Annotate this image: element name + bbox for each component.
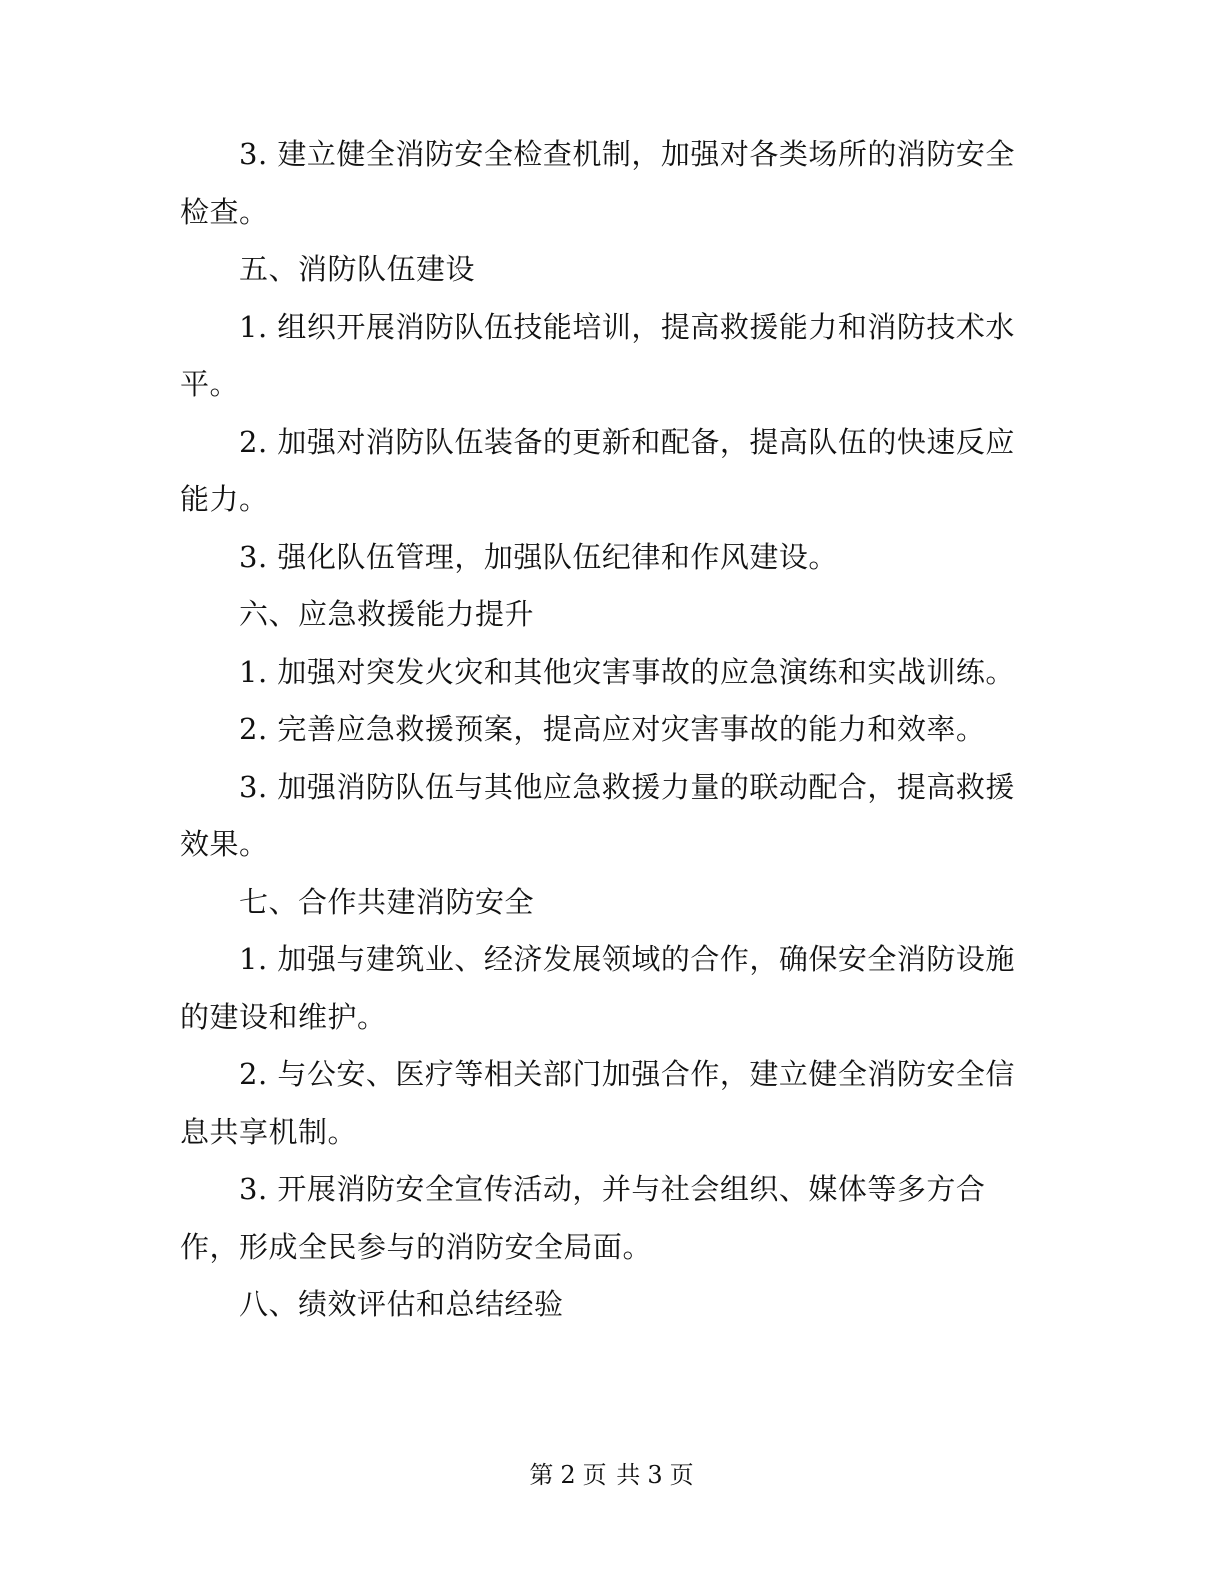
paragraph-item: 3. 加强消防队伍与其他应急救援力量的联动配合，提高救援效果。 — [180, 769, 1015, 861]
section-heading: 六、应急救援能力提升 — [239, 597, 535, 631]
paragraph-item: 2. 加强对消防队伍装备的更新和配备，提高队伍的快速反应能力。 — [180, 424, 1015, 516]
paragraph-item: 2. 与公安、医疗等相关部门加强合作，建立健全消防安全信息共享机制。 — [180, 1057, 1015, 1149]
section-heading: 八、绩效评估和总结经验 — [239, 1287, 564, 1321]
paragraph-item: 2. 完善应急救援预案，提高应对灾害事故的能力和效率。 — [239, 712, 986, 746]
paragraph-item: 1. 组织开展消防队伍技能培训，提高救援能力和消防技术水平。 — [180, 309, 1015, 401]
page-footer — [0, 1460, 1224, 1490]
total-page-count: 3 — [647, 1461, 664, 1489]
paragraph-item: 1. 加强对突发火灾和其他灾害事故的应急演练和实战训练。 — [239, 654, 1015, 689]
section-heading: 五、消防队伍建设 — [239, 252, 476, 286]
current-page-number: 2 — [560, 1461, 577, 1489]
page-label-prefix: 第 — [529, 1461, 555, 1489]
page-label-suffix: 页 — [669, 1461, 695, 1489]
paragraph-item: 3. 开展消防安全宣传活动，并与社会组织、媒体等多方合作，形成全民参与的消防安全局面。 — [180, 1172, 986, 1264]
document-body — [180, 126, 1030, 1334]
paragraph-item: 3. 强化队伍管理，加强队伍纪律和作风建设。 — [239, 539, 838, 574]
paragraph-item: 1. 加强与建筑业、经济发展领域的合作，确保安全消防设施的建设和维护。 — [180, 942, 1015, 1034]
page-label-middle: 页 共 — [582, 1461, 642, 1489]
section-heading: 七、合作共建消防安全 — [239, 884, 535, 919]
paragraph-item: 3. 建立健全消防安全检查机制，加强对各类场所的消防安全检查。 — [180, 137, 1015, 229]
